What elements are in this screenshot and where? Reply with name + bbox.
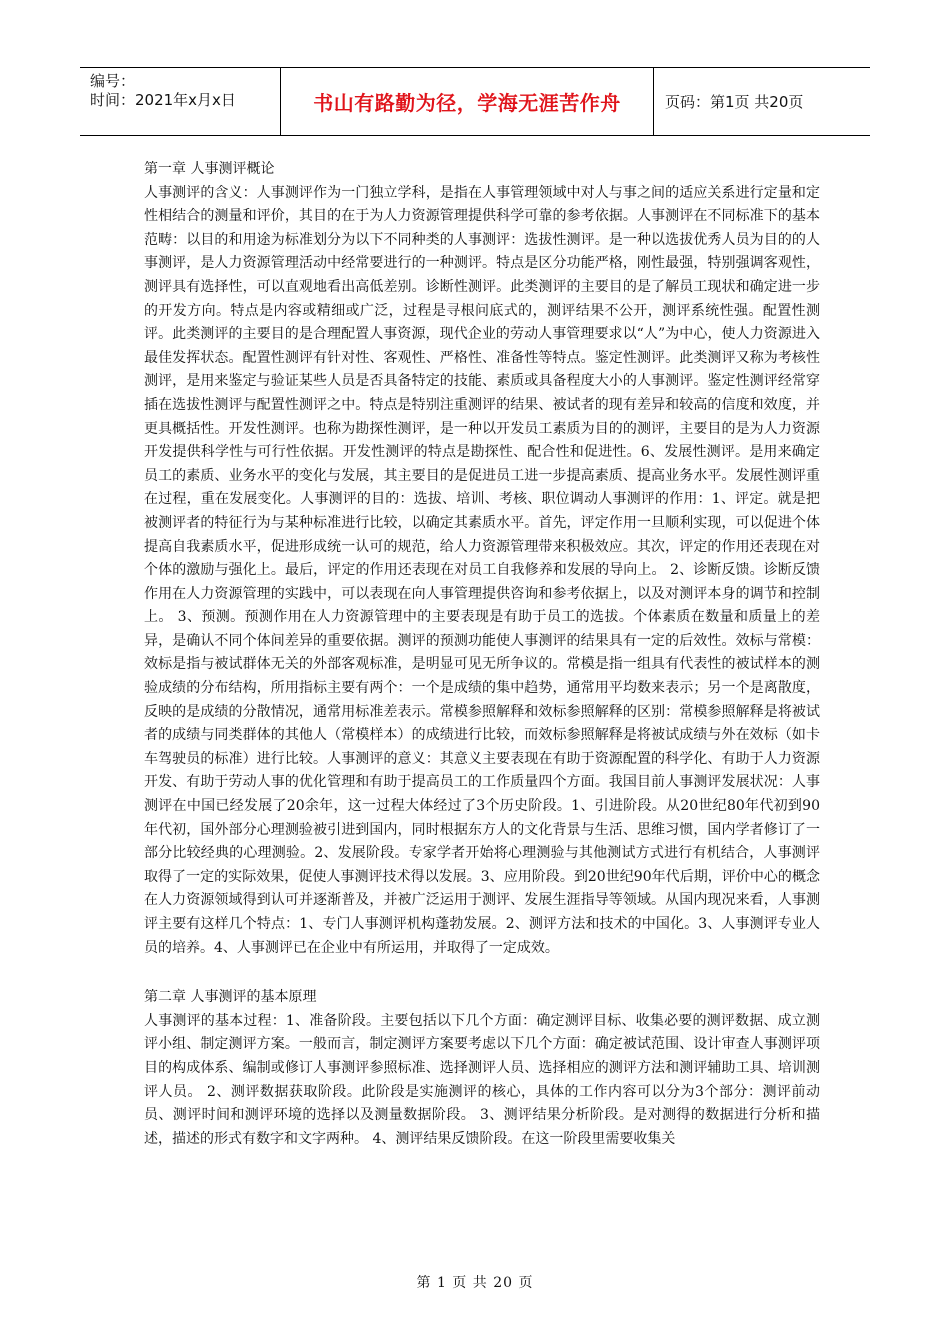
document-body <box>144 158 820 1151</box>
motto-text: 书山有路勤为径，学海无涯苦作舟 <box>313 91 621 115</box>
chapter-2-title: 第二章 人事测评的基本原理 <box>144 989 317 1006</box>
page-footer: 第 1 页 共 20 页 <box>416 1275 534 1291</box>
header-meta <box>80 68 281 135</box>
chapter-1-body: 人事测评的含义：人事测评作为一门独立学科，是指在人事管理领域中对人与事之间的适应关系进行定量和定性相结合的测量和评价，其目的在于为人力资源管理提供科学可靠的参考依据。人事测评在不同标准下的基本范畴：以目的和用途为标准划分为以下不同种类的人事测评：选拔性测评。是一种以选拔优秀人员为目的的人事测评，是人力资源管理活动中经常要进行的一种测评。特点是区分功能严格，刚性最强，特别强调客观性，测评具有选择性，可以直观地看出高低差别。诊断性测评。此类测评的主要目的是了解员工现状和确定进一步的开发方向。特点是内容或精细或广泛，过程是寻根问底式的，测评结果不公开，测评系统性强。配置性测评。此类测评的主要目的是合理配置人事资源，现代企业的劳动人事管理要求以“人”为中心，使人力资源进入最佳发挥状态。配置性测评有针对性、客观性、严格性、准备性等特点。鉴定性测评。此类测评又称为考核性测评，是用来鉴定与验证某些人员是否具备特定的技能、素质或具备程度大小的人事测评。鉴定性测评经常穿插在选拔性测评与配置性测评之中。特点是特别注重测评的结果、被试者的现有差异和较高的信度和效度，并更具概括性。开发性测评。也称为勘探性测评，是一种以开发员工素质为目的的测评，主要目的是为人力资源开发提供科学性与可行性依据。开发性测评的特点是勘探性、配合性和促进性。6、发展性测评。是用来确定员工的素质、业务水平的变化与发展，其主要目的是促进员工进一步提高素质、提高业务水平。发展性测评重在过程，重在发展变化。人事测评的目的：选拔、培训、考核、职位调动人事测评的作用：1、评定。就是把被测评者的特征行为与某种标准进行比较，以确定其素质水平。首先，评定作用一旦顺利实现，可以促进个体提高自我素质水平，促进形成统一认可的规范，给人力资源管理带来积极效应。其次，评定的作用还表现在对个体的激励与强化上。最后，评定的作用还表现在对员工自我修养和发展的导向上。 2、诊断反馈。诊断反馈作用在人力资源管理的实践中，可以表现在向人事管理提供咨询和参考依据上，以及对测评本身的调节和控制上。 3、预测。预测作用在人力资源管理中的主要表现是有助于员工的选拔。个体素质在数量和质量上的差异，是确认不同个体间差异的重要依据。测评的预测功能使人事测评的结果具有一定的后效性。效标与常模：效标是指与被试群体无关的外部客观标准，是明显可见无所争议的。常模是指一组具有代表性的被试样本的测验成绩的分布结构，所用指标主要有两个：一个是成绩的集中趋势，通常用平均数来表示；另一个是离散度，反映的是成绩的分散情况，通常用标准差表示。常模参照解释和效标参照解释的区别：常模参照解释是将被试者的成绩与同类群体的其他人（常模样本）的成绩进行比较，而效标参照解释是将被试成绩与外在效标（如卡车驾驶员的标准）进行比较。人事测评的意义：其意义主要表现在有助于资源配置的科学化、有助于人力资源开发、有助于劳动人事的优化管理和有助于提高员工的工作质量四个方面。我国目前人事测评发展状况：人事测评在中国已经发展了20余年，这一过程大体经过了3个历史阶段。1、引进阶段。从20世纪80年代初到90年代初，国外部分心理测验被引进到国内，同时根据东方人的文化背景与生活、思维习惯，国内学者修订了一部分比较经典的心理测验。2、发展阶段。专家学者开始将心理测验与其他测试方式进行有机结合，人事测评取得了一定的实际效果，促使人事测评技术得以发展。3、应用阶段。到20世纪90年代后期，评价中心的概念在人力资源领域得到认可并逐渐普及，并被广泛运用于测评、发展生涯指导等领域。从国内现况来看，人事测评主要有这样几个特点：1、专门人事测评机构蓬勃发展。2、测评方法和技术的中国化。3、人事测评专业人员的培养。4、人事测评已在企业中有所运用，并取得了一定成效。 <box>144 184 820 956</box>
page-header <box>80 67 870 136</box>
page-info: 页码：第1页 共20页 <box>665 93 804 111</box>
section-gap <box>144 960 820 986</box>
header-motto-cell <box>281 68 654 135</box>
chapter-2-body: 人事测评的基本过程：1、准备阶段。主要包括以下几个方面：确定测评目标、收集必要的测评数据、成立测评小组、制定测评方案。一般而言，制定测评方案要考虑以下几个方面：确定被试范围、设计审查人事测评项目的构成体系、编制或修订人事测评参照标准、选择测评人员、选择相应的测评方法和测评辅助工具、培训测评人员。 2、测评数据获取阶段。此阶段是实施测评的核心，具体的工作内容可以分为3个部分：测评前动员、测评时间和测评环境的选择以及测量数据阶段。 3、测评结果分析阶段。是对测得的数据进行分析和描述，描述的形式有数字和文字两种。 4、测评结果反馈阶段。在这一阶段里需要收集关 <box>144 1012 820 1147</box>
number-label: 编号： <box>90 72 136 90</box>
header-page-cell <box>654 68 870 135</box>
chapter-1-title: 第一章 人事测评概论 <box>144 161 275 177</box>
time-label: 时间：2021年x月x日 <box>90 91 236 109</box>
